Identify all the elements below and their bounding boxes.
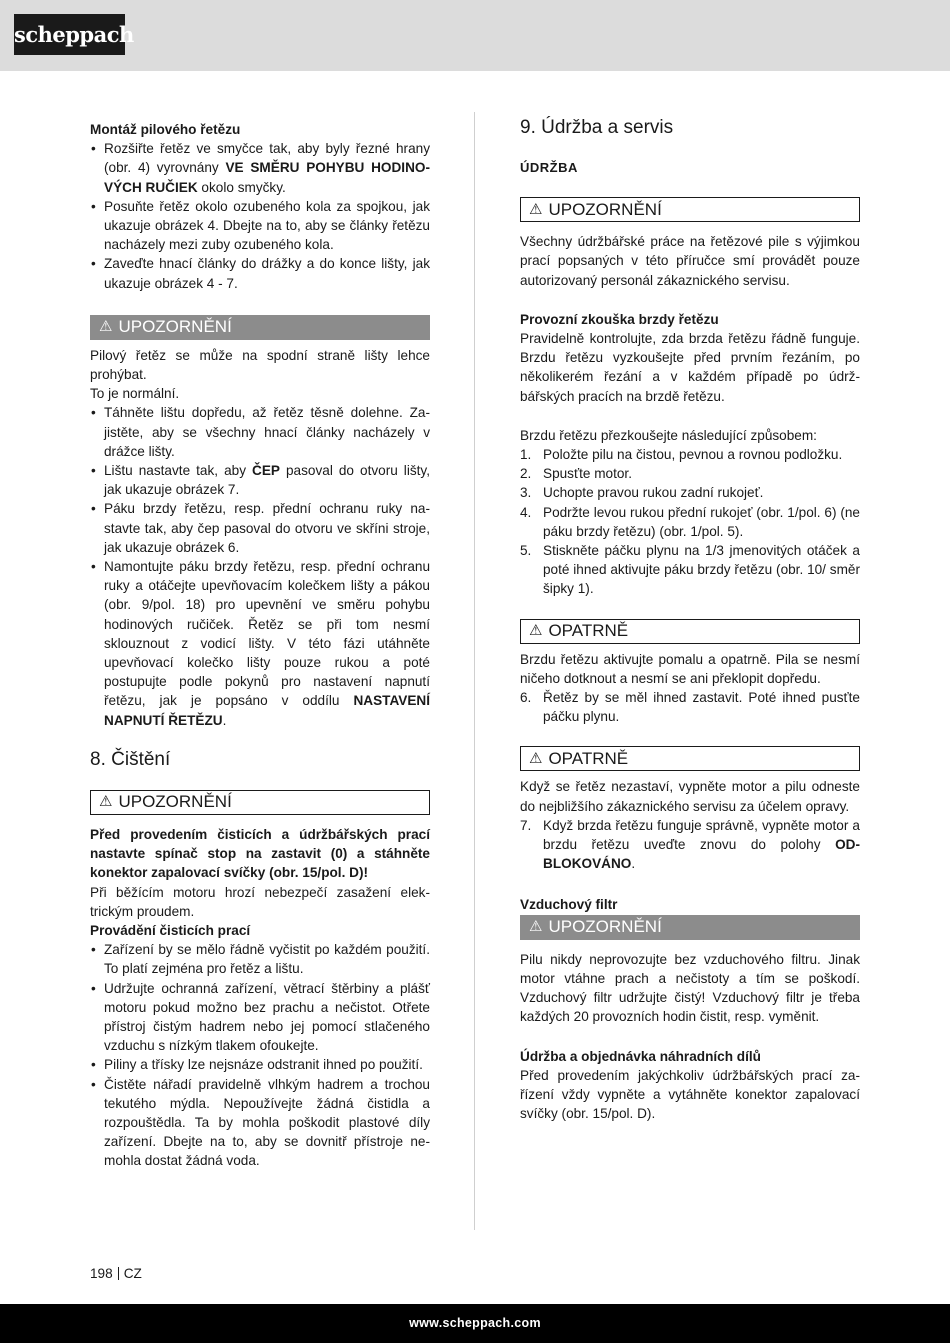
- warning-text: Pilový řetěz se může na spodní straně lišty lehce prohýbat.: [90, 347, 430, 383]
- list-item: 3. Uchopte pravou rukou zadní rukojeť.: [520, 485, 764, 501]
- tension-list: [90, 403, 430, 729]
- warning-triangle-icon: ⚠: [529, 918, 543, 936]
- list-item: 4. Podržte levou rukou přední rukojeť (obr. 1/pol. 6) (ne páku brzdy řetězu) (obr. 1/pol. 5).: [520, 504, 860, 539]
- brake-subheading: Provozní zkouška brzdy řetězu: [520, 311, 719, 327]
- list-item: • Rozšiřte řetěz ve smyčce tak, aby byly řezné hrany (obr. 4) vyrovnány VE SMĚRU POHYBU HODINOVÝCH RUČIEK okolo smyčky.: [90, 139, 430, 197]
- warning-text: Při běžícím motoru hrozí nebezpečí zasažení elektrickým proudem.: [90, 884, 430, 919]
- mount-subheading: Montáž pilového řetězu: [90, 122, 241, 137]
- brake-step-7: [520, 816, 860, 874]
- warning-box: ⚠ UPOZORNĚNÍ: [520, 915, 860, 940]
- brand-logo: scheppach: [14, 14, 125, 55]
- column-divider: [474, 112, 475, 1230]
- warning-box: ⚠ UPOZORNĚNÍ: [520, 197, 860, 222]
- warning-text: Pilu nikdy neprovozujte bez vzduchového filtru. Jinak motor vtáhne prach a nečistoty a tím se poškodí. Vzduchový filtr udržujte čistý! Vzduchový filtr je třeba každých 20 provozních hodin čistit, resp. vyměnit.: [520, 951, 860, 1025]
- left-column: [90, 120, 430, 1171]
- list-item: • Páku brzdy řetězu, resp. přední ochranu ruky nastavte tak, aby čep pasoval do otvoru ve skříni stroje, jak ukazuje obrázek 6.: [90, 499, 430, 557]
- footer-bar: [0, 1304, 950, 1343]
- list-item: • Piliny a třísky lze nejsnáze odstranit ihned po použití.: [90, 1055, 430, 1074]
- list-item: 7. Když brzda řetězu funguje správně, vypněte motor a brzdu řetězu uveďte znovu do polohy ODBLOKOVÁNO.: [520, 817, 860, 872]
- list-item: 5. Stiskněte páčku plynu na 1/3 jmenovitých otáček a poté ihned aktivujte páku brzdy řetězu (obr. 10/ směr šipky 1).: [520, 543, 860, 597]
- header-bar: [0, 0, 950, 71]
- caution-box: ⚠ OPATRNĚ: [520, 746, 860, 771]
- list-item: 1. Položte pilu na čistou, pevnou a rovnou podložku.: [520, 447, 843, 463]
- list-item: • Udržujte ochranná zařízení, větrací štěrbiny a plášť motoru pokud možno bez prachu a nečistot. Otřete přístroj čistým hadrem nebo jej pomocí stlačeného vzduchu s nízkým tlakem ofoukejte.: [90, 979, 430, 1056]
- mount-list: [90, 139, 430, 293]
- list-item: • Táhněte lištu dopředu, až řetěz těsně dolehne. Zajistěte, aby se všechny hnací články nacházely v drážce lišty.: [90, 403, 430, 461]
- parts-subheading: Údržba a objednávka náhradních dílů: [520, 1048, 761, 1064]
- right-column: [520, 116, 860, 1123]
- warning-box: ⚠ UPOZORNĚNÍ: [90, 315, 430, 340]
- list-item: • Lištu nastavte tak, aby ČEP pasoval do otvoru lišty, jak ukazuje obrázek 7.: [90, 461, 430, 499]
- caution-text: Když se řetěz nezastaví, vypněte motor a pilu odneste do nejbližšího zákaznického servisu za účelem opravy.: [520, 779, 860, 814]
- parts-text: Před provedením jakýchkoliv údržbářských prací zařízení vždy vypněte a vytáhněte konektor zapalovací svíčky (obr. 15/pol. D).: [520, 1067, 860, 1122]
- list-item: 2. Spusťte motor.: [520, 466, 632, 482]
- warning-triangle-icon: ⚠: [99, 318, 113, 336]
- page-number: 198 CZ: [90, 1266, 142, 1281]
- caution-text: Brzdu řetězu aktivujte pomalu a opatrně. Pila se nesmí ničeho dotknout a nesmí se ani překlopit dopředu.: [520, 651, 860, 686]
- website-url: www.scheppach.com: [409, 1316, 541, 1330]
- warning-triangle-icon: ⚠: [529, 200, 543, 218]
- warning-triangle-icon: ⚠: [529, 622, 543, 640]
- warning-box: ⚠ UPOZORNĚNÍ: [90, 790, 430, 815]
- brake-intro: Brzdu řetězu přezkoušejte následující způsobem:: [520, 427, 817, 443]
- warning-triangle-icon: ⚠: [99, 793, 113, 811]
- list-item: • Posuňte řetěz okolo ozubeného kola za spojkou, jak ukazuje obrázek 4. Dbejte na to, aby se články řetězu nacházely mezi zuby ozubeného kola.: [90, 197, 430, 255]
- warning-triangle-icon: ⚠: [529, 749, 543, 767]
- list-item: 6. Řetěz by se měl ihned zastavit. Poté ihned pusťte páčku plynu.: [520, 690, 860, 725]
- cleaning-subheading: Provádění čisticích prací: [90, 922, 251, 938]
- separator: [118, 1267, 119, 1280]
- list-item: • Namontujte páku brzdy řetězu, resp. přední ochranu ruky a otáčejte upevňovacím kolečkem lišty a pákou (obr. 9/pol. 18) pro upevnění ve směru pohybu hodinových ručiček. Řetěz se při tom nesmí sklouznout z vodicí lišty. V této fázi utáhněte upevňovací kolečko lišty pouze rukou a poté postupujte podle pokynů pro nastavení napnutí řetězu, jak je popsáno v oddílu NASTAVENÍ NAPNUTÍ ŘETĚZU.: [90, 557, 430, 730]
- maintenance-heading: 9. Údržba a servis: [520, 117, 674, 138]
- list-item: • Zaveďte hnací články do drážky a do konce lišty, jak ukazuje obrázek 4 - 7.: [90, 254, 430, 292]
- maintenance-caps-label: ÚDRŽBA: [520, 160, 578, 175]
- list-item: • Čistěte nářadí pravidelně vlhkým hadrem a trochou tekutého mýdla. Nepoužívejte žádná čistidla a rozpouštědla. Ta by mohla poškodit plastové díly zařízení. Dbejte na to, aby se dovnitř přístroje nemohla dostat žádná voda.: [90, 1075, 430, 1171]
- brake-step-6: [520, 688, 860, 726]
- air-filter-subheading: Vzduchový filtr: [520, 897, 618, 913]
- cleaning-list: [90, 940, 430, 1170]
- warning-text: Všechny údržbářské práce na řetězové pile s výjimkou prací popsaných v této příručce smí provádět pouze autorizovaný personál zákaznického servisu.: [520, 234, 860, 288]
- warning-bold-text: Před provedením čisticích a údržbářských prací nastavte spínač stop na zastavit (0) a stáhněte konektor zapalovací svíčky (obr. 15/pol. D)!: [90, 826, 430, 881]
- cleaning-heading: 8. Čištění: [90, 748, 171, 770]
- brake-text: Pravidelně kontrolujte, zda brzda řetězu řádně funguje. Brzdu řetězu vyzkoušejte před prvním řezáním, po několikerém řezání a v každém případě po údržbářských pracích na brzdě řetězu.: [520, 331, 860, 404]
- brake-steps: [520, 445, 860, 599]
- list-item: • Zařízení by se mělo řádně vyčistit po každém použití. To platí zejména pro řetěz a lištu.: [90, 940, 430, 978]
- caution-box: ⚠ OPATRNĚ: [520, 619, 860, 644]
- normal-note: To je normální.: [90, 386, 180, 402]
